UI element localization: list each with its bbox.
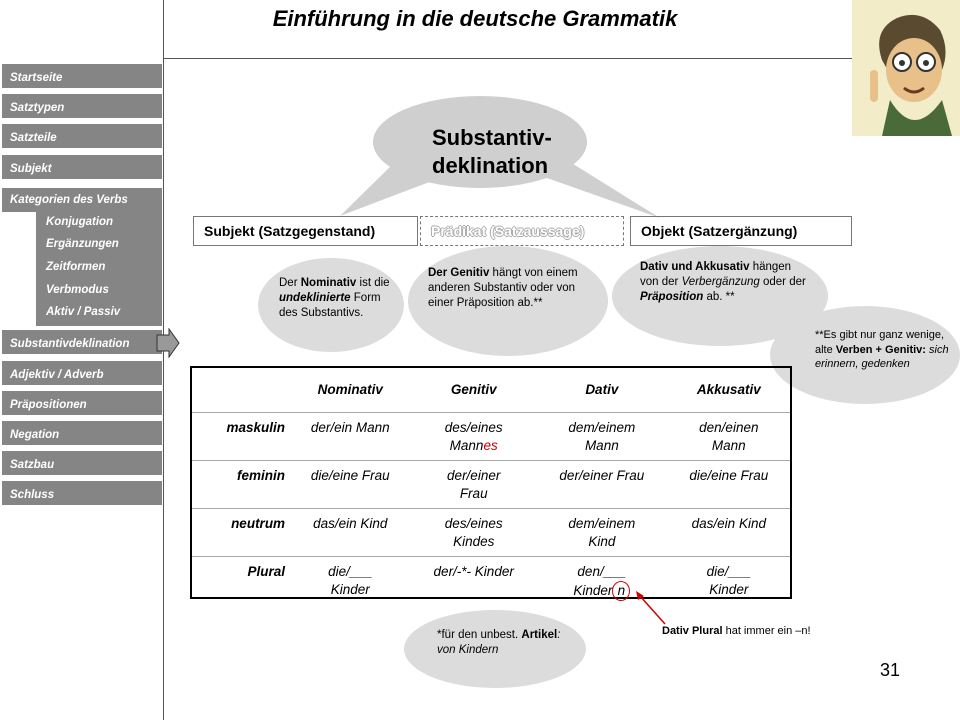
dativ-note [640,260,810,305]
cell: das/ein Kind [313,515,388,531]
cell-line: den/___ [577,563,627,579]
note-text: *für den unbest. [437,629,522,641]
table-row [192,412,790,460]
cell-line: Mann [584,437,619,453]
cell: der/einer Frau [559,467,645,483]
cell-line: Kind [588,533,616,549]
table-row [192,508,790,556]
annotation-pointer-arrow-icon [630,588,670,628]
cell: der/ein Mann [310,419,390,435]
topic-title-line-1: Substantiv- [432,125,552,150]
cell [411,508,536,556]
header-praedikat-label: Prädikat (Satzaussage) [431,223,585,239]
cell: der/-*- Kinder [433,563,514,579]
note-text: hat immer ein –n! [722,625,811,637]
nav-kategorien[interactable]: Kategorien des Verbs [10,194,128,206]
cell-line: Mann [449,437,484,453]
header-subjekt: Subjekt (Satzgegenstand) [193,216,418,246]
title-divider [163,58,853,59]
note-text: oder der [759,276,806,288]
header-objekt: Objekt (Satzergänzung) [630,216,852,246]
cell-line: Kinder [709,581,749,597]
nav-zeitformen[interactable]: Zeitformen [36,257,162,277]
col-header-nominativ: Nominativ [317,381,383,397]
note-text: Form des Substantivs. [279,292,381,319]
declension-table [190,366,792,599]
nav-satzbau[interactable]: Satzbau [2,451,162,475]
note-text: hängen von der [640,261,792,288]
cell [668,556,790,601]
genitiv-verbs-note [815,328,953,372]
row-header-feminin: feminin [237,467,286,483]
current-page-arrow-icon [156,328,180,358]
professor-mascot-icon [852,0,960,136]
nav-konjugation[interactable]: Konjugation [36,212,162,232]
table-row [192,556,790,601]
note-bold-italic: Präposition [640,291,704,303]
cell-line: den/einen [699,419,759,435]
nav-satztypen[interactable]: Satztypen [2,94,162,118]
cell-line: die/___ [706,563,751,579]
note-text: hängt von einem anderen Substantiv oder von einer Präposition ab.** [428,267,578,309]
note-text: **Es gibt nur ganz wenige, alte [815,329,945,356]
nav-adjektiv[interactable]: Adjektiv / Adverb [2,361,162,385]
note-italic: : von Kindern [437,629,561,656]
nav-schluss[interactable]: Schluss [2,481,162,505]
cell [411,460,536,508]
note-bold: Dativ Plural [662,625,723,637]
cell-line: Kindes [453,533,495,549]
cell-line: des/eines [444,515,503,531]
page-number: 31 [880,660,901,680]
topic-title-line-2: deklination [432,153,549,178]
cell-line: des/eines [444,419,503,435]
cell-line: die/___ [328,563,373,579]
row-header-maskulin: maskulin [226,419,286,435]
table-corner [192,368,289,412]
genitiv-note [428,266,578,311]
row-header-neutrum: neutrum [231,515,286,531]
dativ-plural-annotation [662,624,812,639]
cell: die/eine Frau [689,467,769,483]
cell [289,556,411,601]
nav-aktiv-passiv[interactable]: Aktiv / Passiv [36,302,162,322]
note-italic: Verbergänzung [681,276,760,288]
cell: die/eine Frau [310,467,390,483]
nav-praepositionen[interactable]: Präpositionen [2,391,162,415]
col-header-genitiv: Genitiv [450,381,497,397]
cell [411,412,536,460]
note-text: ist die [356,277,390,289]
note-bold: Nominativ [300,277,357,289]
nav-startseite[interactable]: Startseite [2,64,162,88]
cell-line: Frau [459,485,488,501]
cell-line: Kinder [573,582,613,598]
nav-satzteile[interactable]: Satzteile [2,124,162,148]
nav-negation[interactable]: Negation [2,421,162,445]
nav-indent-spacer [2,212,36,326]
nav-substantivdeklination[interactable]: Substantivdeklination [2,330,162,354]
note-bold: Verben + Genitiv: [835,343,926,356]
note-bold: Artikel [521,629,558,641]
cell-line: Mann [711,437,746,453]
cell-line: dem/einem [568,419,636,435]
cell-line: der/einer [447,467,501,483]
col-header-dativ: Dativ [585,381,619,397]
note-bold: Dativ und Akkusativ [640,261,750,273]
dative-plural-n-highlight: n [612,581,630,601]
col-header-akkusativ: Akkusativ [696,381,761,397]
cell-line: Kinder [330,581,370,597]
table-row [192,460,790,508]
cell: das/ein Kind [691,515,766,531]
cell [668,412,790,460]
cell [536,412,668,460]
header-praedikat [420,216,624,246]
unbest-note [437,628,577,658]
nav-subjekt[interactable]: Subjekt [2,155,162,179]
note-bold: Der Genitiv [428,267,490,279]
nominativ-note [279,276,391,321]
genitive-ending-highlight: es [483,437,498,453]
sidebar-divider [163,0,164,720]
note-text: Der [279,277,301,289]
note-italic: sich erinnern, gedenken [815,343,949,370]
row-header-plural: Plural [247,563,286,579]
nav-verbmodus[interactable]: Verbmodus [36,280,162,300]
nav-ergaenzungen[interactable]: Ergänzungen [36,234,162,254]
page-title: Einführung in die deutsche Grammatik [272,6,678,31]
topic-title [432,124,612,180]
note-text: ab. ** [703,291,735,303]
note-bold-italic: undeklinierte [279,292,351,304]
cell-line: dem/einem [568,515,636,531]
cell [536,508,668,556]
